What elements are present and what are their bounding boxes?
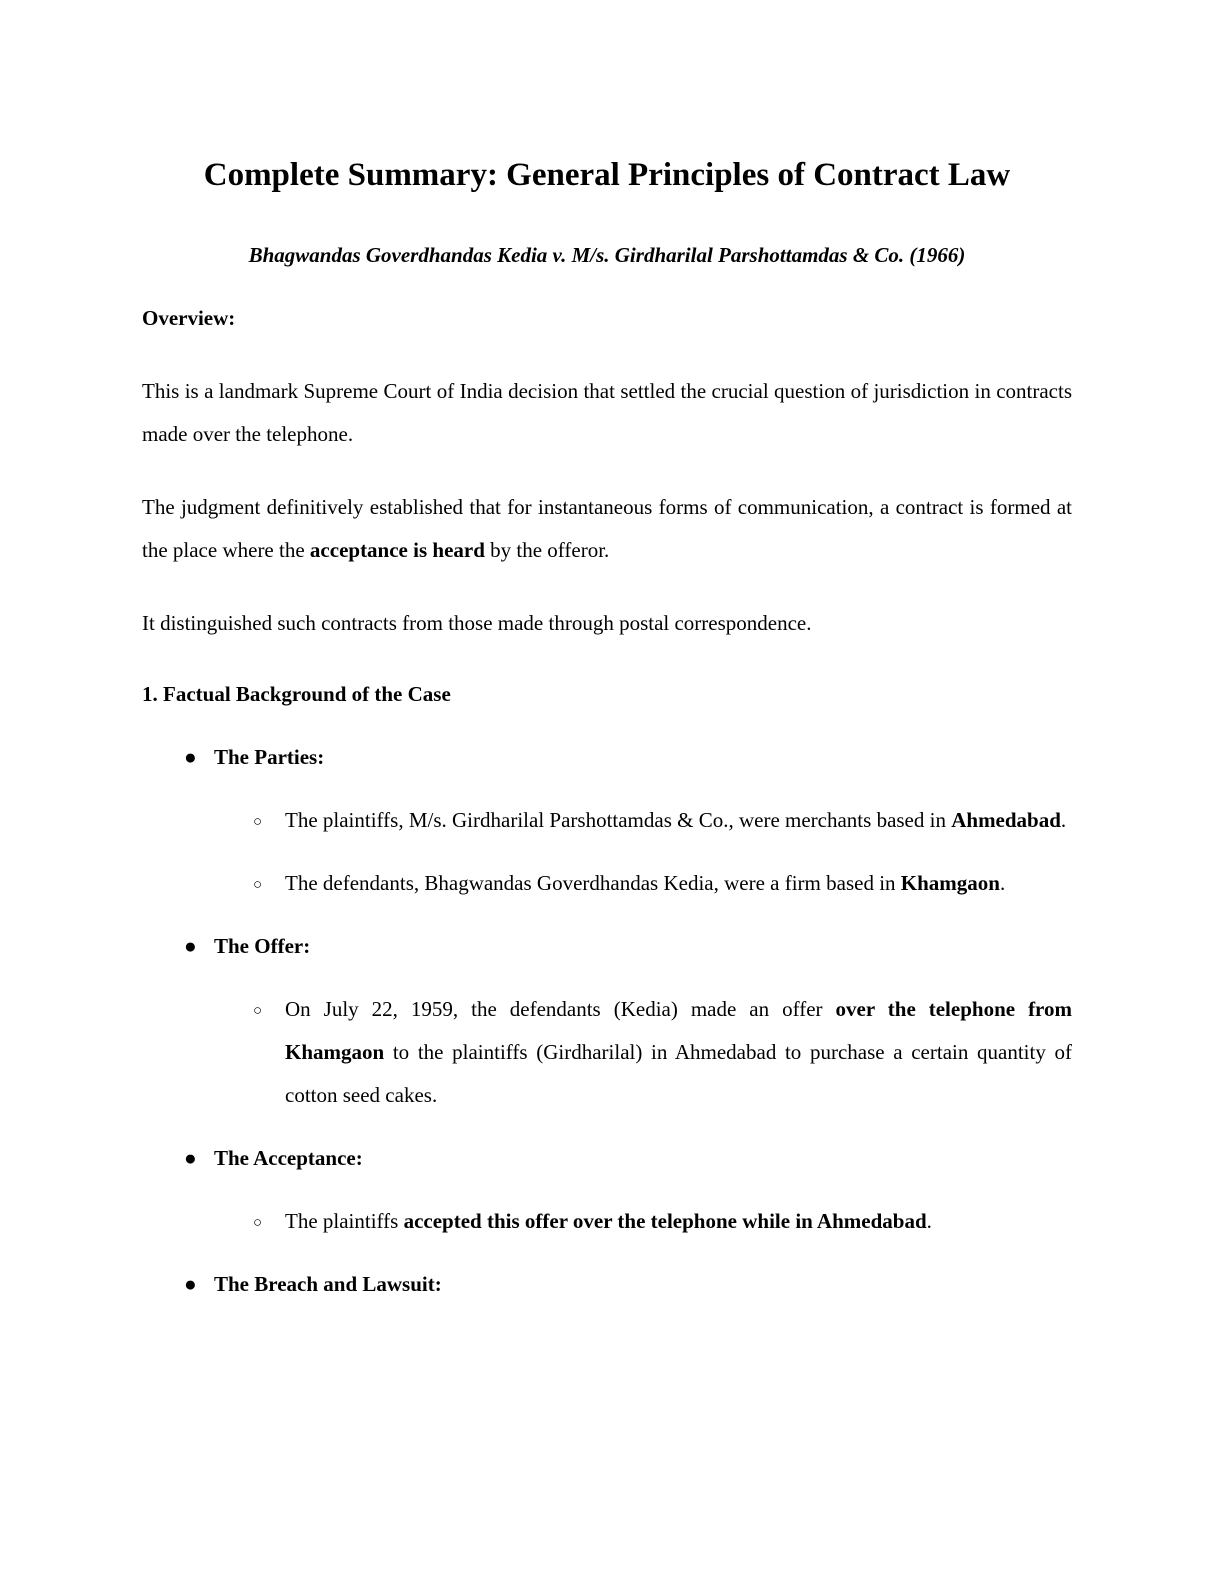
sub-text-emphasis: Khamgaon xyxy=(900,871,1000,896)
page-title: Complete Summary: General Principles of Contract Law xyxy=(203,157,1011,193)
sub-text-b: . xyxy=(999,871,1006,896)
bullet-circle-icon: ○ xyxy=(253,814,263,831)
sub-text-emphasis: accepted this offer over the telephone while in Ahmedabad xyxy=(403,1209,927,1234)
overview-heading-colon: : xyxy=(228,306,236,331)
case-citation-subtitle: Bhagwandas Goverdhandas Kedia v. M/s. Girdharilal Parshottamdas & Co. (1966) xyxy=(248,242,966,267)
sub-list-item-text xyxy=(285,862,1072,905)
sub-list xyxy=(214,1180,1072,1243)
overview-paragraph-2-text-a: The judgment definitively established that for instantaneous forms of communication, a contract is formed at the place where the xyxy=(142,495,1072,563)
sub-text-a: The defendants, Bhagwandas Goverdhandas Kedia, were a firm based in xyxy=(285,871,901,896)
sub-text-a: On July 22, 1959, the defendants (Kedia) made an offer xyxy=(285,997,836,1022)
overview-paragraph-2-text-b: by the offeror. xyxy=(484,538,610,563)
sub-text-b: . xyxy=(1060,808,1067,833)
bullet-disc-icon: ● xyxy=(184,934,197,959)
bullet-disc-icon: ● xyxy=(184,745,197,770)
bullet-circle-icon: ○ xyxy=(253,1003,263,1020)
sub-text-a: The plaintiffs, M/s. Girdharilal Parshottamdas & Co., were merchants based in xyxy=(285,808,952,833)
list-item xyxy=(214,1180,1072,1243)
list-item xyxy=(214,842,1072,905)
list-item xyxy=(142,716,1072,905)
bullet-disc-icon: ● xyxy=(184,1146,197,1171)
list-item xyxy=(142,1243,1072,1306)
sub-list-item-text xyxy=(285,1200,1072,1243)
sub-text-b: . xyxy=(926,1209,932,1234)
section-1-heading: 1. Factual Background of the Case xyxy=(142,682,451,707)
overview-paragraph-2-emphasis: acceptance is heard xyxy=(309,538,485,563)
overview-heading xyxy=(142,269,1072,340)
sub-text-b: to the plaintiffs (Girdharilal) in Ahmedabad to purchase a certain quantity of cotton seed cakes. xyxy=(285,1040,1072,1108)
sub-list-item-text xyxy=(285,988,1072,1117)
sub-list xyxy=(214,968,1072,1117)
sub-list xyxy=(214,779,1072,905)
sub-list-item-text xyxy=(285,799,1072,842)
list-item xyxy=(142,905,1072,1117)
document-content xyxy=(142,0,1072,1306)
bullet-circle-icon: ○ xyxy=(253,1215,263,1232)
overview-paragraph-3: It distinguished such contracts from those made through postal correspondence. xyxy=(142,611,812,636)
list-item xyxy=(142,1117,1072,1243)
list-item-label: The Acceptance: xyxy=(214,1146,363,1171)
list-item-label: The Offer: xyxy=(214,934,311,959)
watermark-text: Complete Summary xyxy=(520,661,638,758)
bullet-disc-icon: ● xyxy=(184,1272,197,1297)
list-item xyxy=(214,779,1072,842)
list-item-label: The Breach and Lawsuit: xyxy=(214,1272,442,1297)
list-item xyxy=(214,968,1072,1117)
list-item-label: The Parties: xyxy=(214,745,325,770)
sub-text-emphasis: over the telephone from Khamgaon xyxy=(285,997,1072,1065)
section-1-bullet-list xyxy=(142,716,1072,1306)
overview-paragraph-2 xyxy=(142,456,1072,572)
sub-text-emphasis: Ahmedabad xyxy=(951,808,1061,833)
bullet-circle-icon: ○ xyxy=(253,877,263,894)
sub-text-a: The plaintiffs xyxy=(285,1209,404,1234)
overview-paragraph-1: This is a landmark Supreme Court of India decision that settled the crucial question of jurisdiction in contracts made over the telephone. xyxy=(142,379,1072,447)
overview-heading-label: Overview xyxy=(142,306,229,331)
